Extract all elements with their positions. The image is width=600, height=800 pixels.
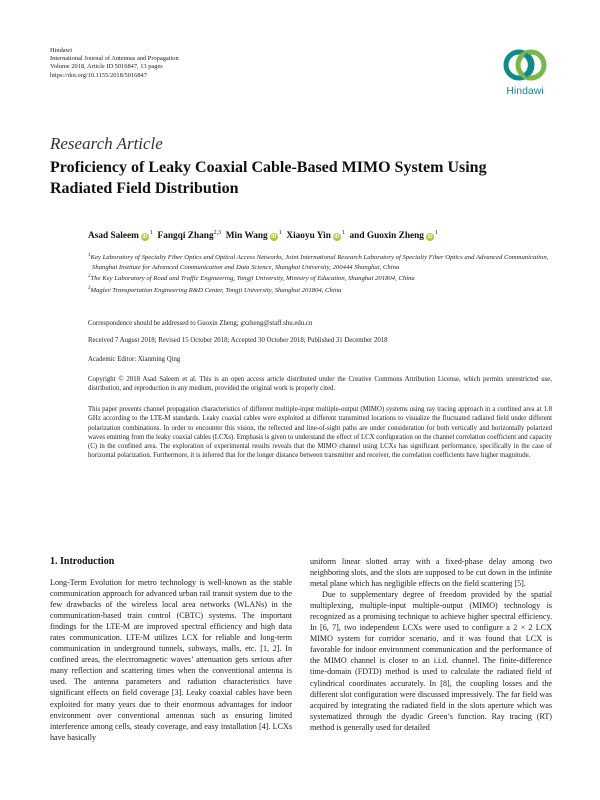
academic-editor: Academic Editor: Xianming Qing xyxy=(88,356,181,363)
paper-title: Proficiency of Leaky Coaxial Cable-Based MIMO System Using Radiated Field Distribution xyxy=(50,159,487,197)
author-name: Min Wang xyxy=(225,231,268,242)
hindawi-logo-icon xyxy=(502,46,548,84)
hindawi-logo xyxy=(495,46,555,97)
journal-name: International Journal of Antennas and Propagation xyxy=(50,55,179,63)
author-list xyxy=(88,230,558,241)
dates: Received 7 August 2018; Revised 15 October 2018; Accepted 30 October 2018; Published 31 December 2018 xyxy=(88,337,388,344)
author-name: Xiaoyu Yin xyxy=(286,231,331,242)
author-affil-sup: 1 xyxy=(341,230,345,236)
publication-info xyxy=(50,47,179,80)
author-conjunction: and xyxy=(349,231,365,242)
body-paragraph: Due to supplementary degree of freedom provided by the spatial multiplexing, multiple-input multiple-output (MIMO) technology is recognized as a promising technique to achieve higher spectral efficiency. In [6, 7], two independent LCXs were used to configure a 2 × 2 LCX MIMO system for corridor scenario, and it was found that LCX is favorable for indoor environment communication and the performance of the MIMO channel is closer to an i.i.d. channel. The finite-difference time-domain (FDTD) method is used to calculate the radiated field of cylindrical coordinates accurately. In [8], the coupling losses and the different slot configuration were discussed impressively. The far field was acquired by integrating the radiated field in the slots aperture which was systematized through the dyadic Green’s function. Ray tracing (RT) method is generally used for detailed xyxy=(310,590,552,732)
article-type: Research Article xyxy=(50,134,163,153)
body-paragraph: uniform linear slotted array with a fixed-phase delay among two neighboring slots, and the slots are supposed to be cut down in the infinite metal plane which has negligible effects on the field scattering [5]. xyxy=(310,557,552,589)
author-name: Guoxin Zheng xyxy=(366,231,424,242)
affiliation-sup: 3 xyxy=(88,285,91,291)
orcid-icon[interactable]: iD xyxy=(142,234,148,241)
affiliation-text: Maglev Transportation Engineering R&D Center, Tongji University, Shanghai 201804, China xyxy=(90,287,342,295)
correspondence: Correspondence should be addressed to Guoxin Zheng; gxzheng@staff.shu.edu.cn xyxy=(88,320,313,327)
author-affil-sup: 2,3 xyxy=(213,230,222,236)
orcid-icon[interactable]: iD xyxy=(427,234,433,241)
affiliation-item xyxy=(88,272,556,284)
section-heading: 1. Introduction xyxy=(50,556,115,567)
publisher-name: Hindawi xyxy=(50,47,73,54)
logo-wordmark: Hindawi xyxy=(506,85,544,97)
affiliation-text: Key Laboratory of Specialty Fiber Optics and Optical Access Networks, Joint International Research Laboratory of Specialty Fiber Optics and Advanced Communication, Shanghai Institute for Advanced Communication and Data Science, Shanghai University, 200444 Shanghai, China xyxy=(90,254,549,271)
copyright-notice: Copyright © 2018 Asad Saleem et al. This is an open access article distributed under the Creative Commons Attribution License, which permits unrestricted use, distribution, and reproduction in any medium, provided the original work is properly cited. xyxy=(88,376,552,393)
volume-info: Volume 2018, Article ID 5016847, 13 pages xyxy=(50,63,163,71)
author-affil-sup: 1 xyxy=(434,230,438,236)
affiliation-text: The Key Laboratory of Road and Traffic Engineering, Tongji University, Ministry of Education, Shanghai 201804, China xyxy=(90,275,415,283)
author-name: Fangqi Zhang xyxy=(157,231,214,242)
orcid-icon[interactable]: iD xyxy=(271,234,277,241)
affiliation-sup: 2 xyxy=(88,274,91,280)
body-paragraph: Long-Term Evolution for metro technology is well-known as the stable communication approach for advanced urban rail transit system due to the few drawbacks of the wireless local area networks (WLANs) in the communication-based train control (CBTC) systems. The important findings for the LTE-M are improved spectral efficiency and high data rates communication. LTE-M utilizes LCX for reliable and long-term communication in underground tunnels, subways, malls, etc. [1, 2]. In confined areas, the electromagnetic waves’ attenuation gets serious after many reflection and scattering times when the conventional antenna is used. The antenna parameters and radiation characteristics have significant effects on field coverage [3]. Leaky coaxial cables have been exploited for many years due to their enormous advantages for indoor environment over conventional antennas such as ensuring limited interference among cells, steady coverage, and easy installation [4]. LCXs have basically xyxy=(50,578,292,742)
doi-link[interactable]: https://doi.org/10.1155/2018/5016847 xyxy=(50,71,147,79)
abstract: This paper presents channel propagation characteristics of different multiple-input multiple-output (MIMO) systems using ray tracing approach in a confined area at 1.8 GHz according to the LTE-M standards. Leaky coaxial cables were exploited at different transmitted locations to visualize the fluctuated radiated field under different polarization combinations. In order to encounter this vision, the reflected and line-of-sight paths are under consideration for both vertically and horizontally polarized waves emitting from the leaky coaxial cables (LCXs). Emphasis is given to understand the effect of LCX configuration on the channel correlation coefficient and capacity (C) in the confined area. The exploration of experimental results reveals that the MIMO channel using LCXs has significant performance, specifically in the case of horizontal polarization. Furthermore, it is inferred that for the longer distance between transmitter and receiver, the correlation coefficients have higher magnitude. xyxy=(88,406,552,460)
affiliation-sup: 1 xyxy=(88,253,91,258)
body-column-left xyxy=(50,577,292,743)
author-name: Asad Saleem xyxy=(88,231,139,242)
affiliation-item xyxy=(88,251,556,272)
author-affil-sup: 1 xyxy=(278,230,282,236)
affiliations xyxy=(88,251,556,296)
orcid-icon[interactable]: iD xyxy=(334,234,340,241)
author-affil-sup: 1 xyxy=(149,230,153,236)
affiliation-item xyxy=(88,284,556,296)
body-column-right xyxy=(310,556,552,733)
